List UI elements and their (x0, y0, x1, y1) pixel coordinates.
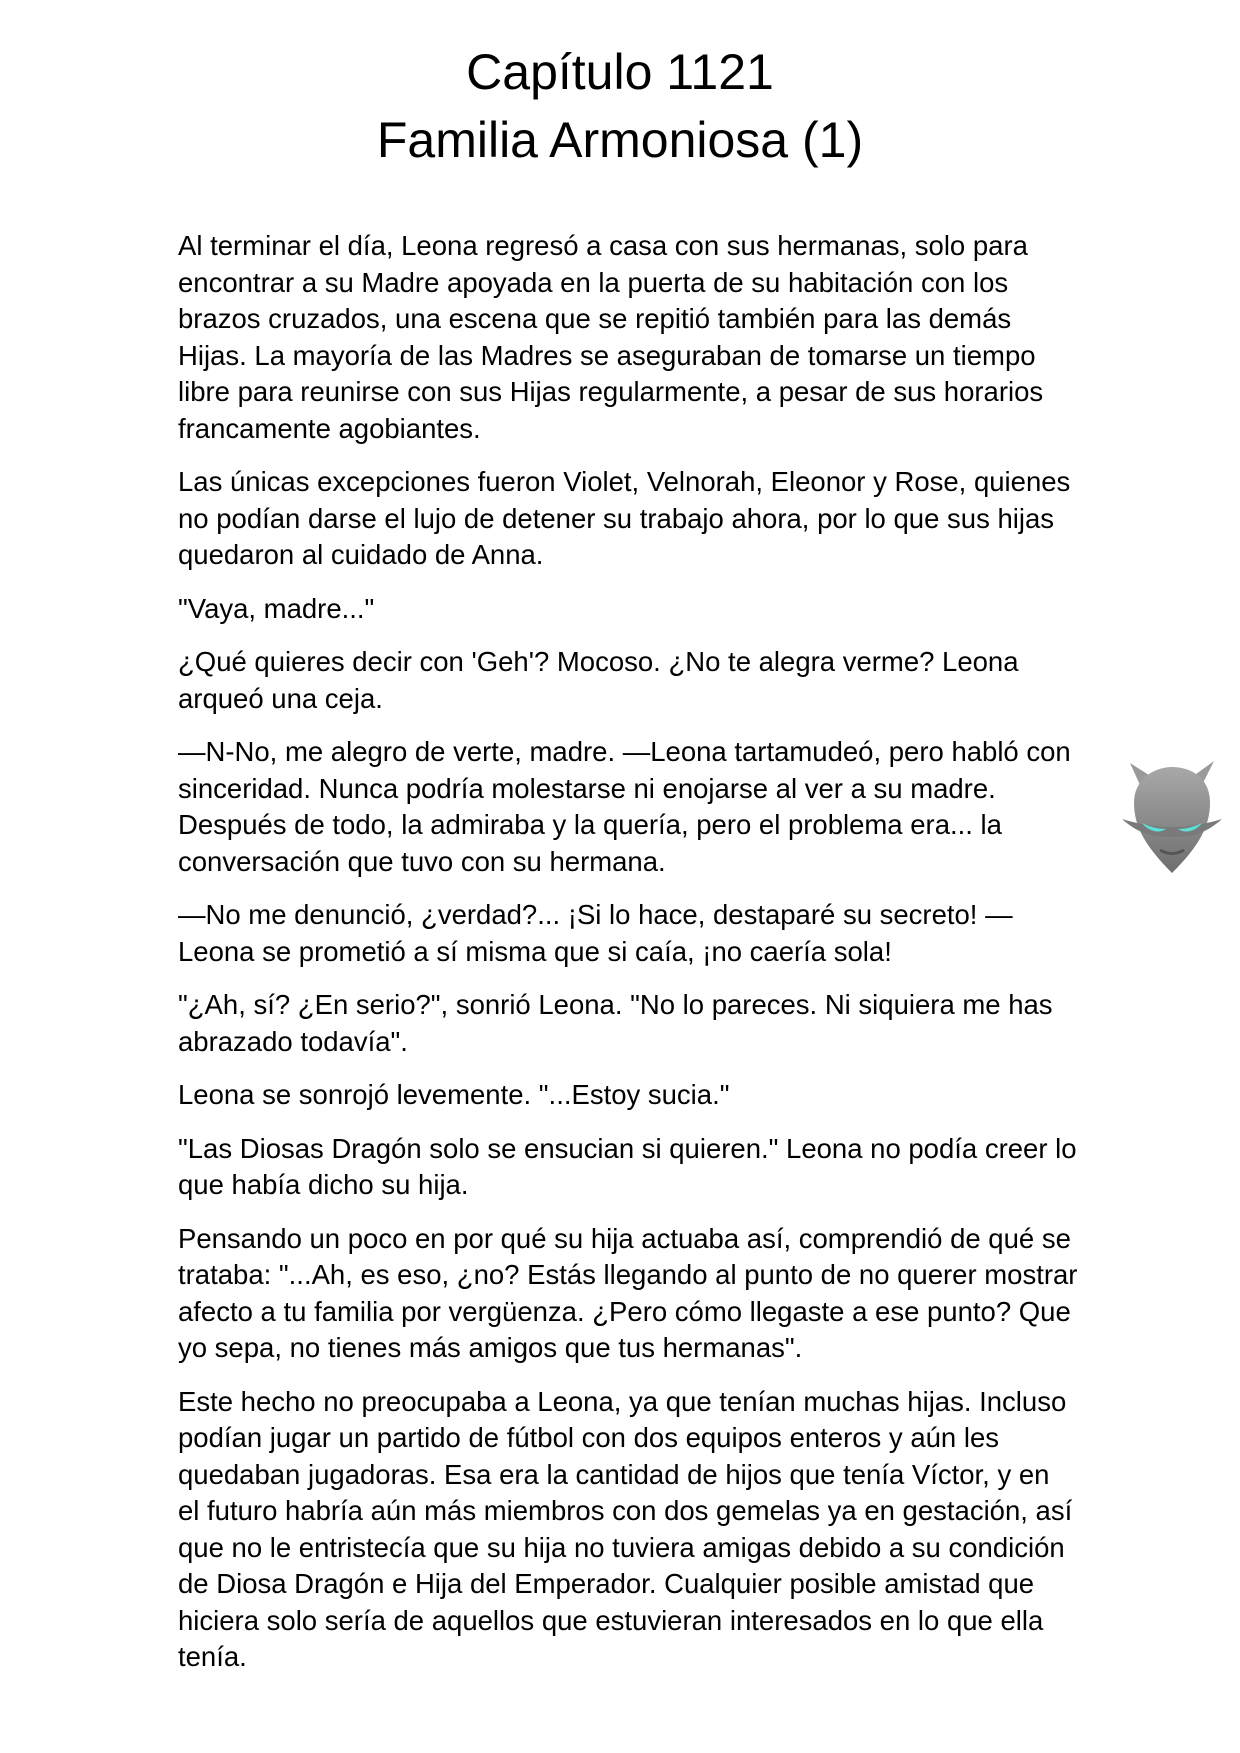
paragraph: "Las Diosas Dragón solo se ensucian si quieren." Leona no podía creer lo que había dicho su hija. (178, 1132, 1077, 1200)
chapter-number: Capítulo 1121 (466, 44, 774, 100)
paragraph: Leona se sonrojó levemente. "...Estoy sucia." (178, 1079, 730, 1110)
paragraph: Las únicas excepciones fueron Violet, Velnorah, Eleonor y Rose, quienes no podían darse el lujo de detener su trabajo ahora, por lo que sus hijas quedaron al cuidado de Anna. (178, 466, 1071, 570)
demon-head-logo-icon (1112, 755, 1232, 880)
paragraph: "¿Ah, sí? ¿En serio?", sonrió Leona. "No lo pareces. Ni siquiera me has abrazado todavía". (178, 989, 1053, 1057)
paragraph: —N-No, me alegro de verte, madre. —Leona tartamudeó, pero habló con sinceridad. Nunca podría molestarse ni enojarse al ver a su madre. Después de todo, la admiraba y la quería, pero el problema era... la conversación que tuvo con su hermana. (178, 736, 1071, 877)
chapter-title (0, 38, 1240, 174)
chapter-subtitle: Familia Armoniosa (1) (376, 112, 864, 168)
paragraph: Pensando un poco en por qué su hija actuaba así, comprendió de qué se trataba: "...Ah, es eso, ¿no? Estás llegando al punto de no querer mostrar afecto a tu familia por vergüenza. ¿Pero cómo llegaste a ese punto? Que yo sepa, no tienes más amigos que tus hermanas". (178, 1222, 1078, 1363)
paragraph: Este hecho no preocupaba a Leona, ya que tenían muchas hijas. Incluso podían jugar un partido de fútbol con dos equipos enteros y aún les quedaban jugadoras. Esa era la cantidad de hijos que tenía Víctor, y en el futuro habría aún más miembros con dos gemelas ya en gestación, así que no le entristecía que su hija no tuviera amigas debido a su condición de Diosa Dragón e Hija del Emperador. Cualquier posible amistad que hiciera solo sería de aquellos que estuvieran interesados en lo que ella tenía. (178, 1385, 1073, 1672)
paragraph: "Vaya, madre..." (178, 592, 375, 624)
paragraph: Al terminar el día, Leona regresó a casa con sus hermanas, solo para encontrar a su Madre apoyada en la puerta de su habitación con los brazos cruzados, una escena que se repitió también para las demás Hijas. La mayoría de las Madres se aseguraban de tomarse un tiempo libre para reunirse con sus Hijas regularmente, a pesar de sus horarios francamente agobiantes. (178, 230, 1044, 444)
paragraph: ¿Qué quieres decir con 'Geh'? Mocoso. ¿No te alegra verme? Leona arqueó una ceja. (178, 646, 1019, 714)
paragraph: —No me denunció, ¿verdad?... ¡Si lo hace, destaparé su secreto! —Leona se prometió a sí misma que si caía, ¡no caería sola! (178, 899, 1013, 967)
chapter-body (178, 228, 1078, 1693)
